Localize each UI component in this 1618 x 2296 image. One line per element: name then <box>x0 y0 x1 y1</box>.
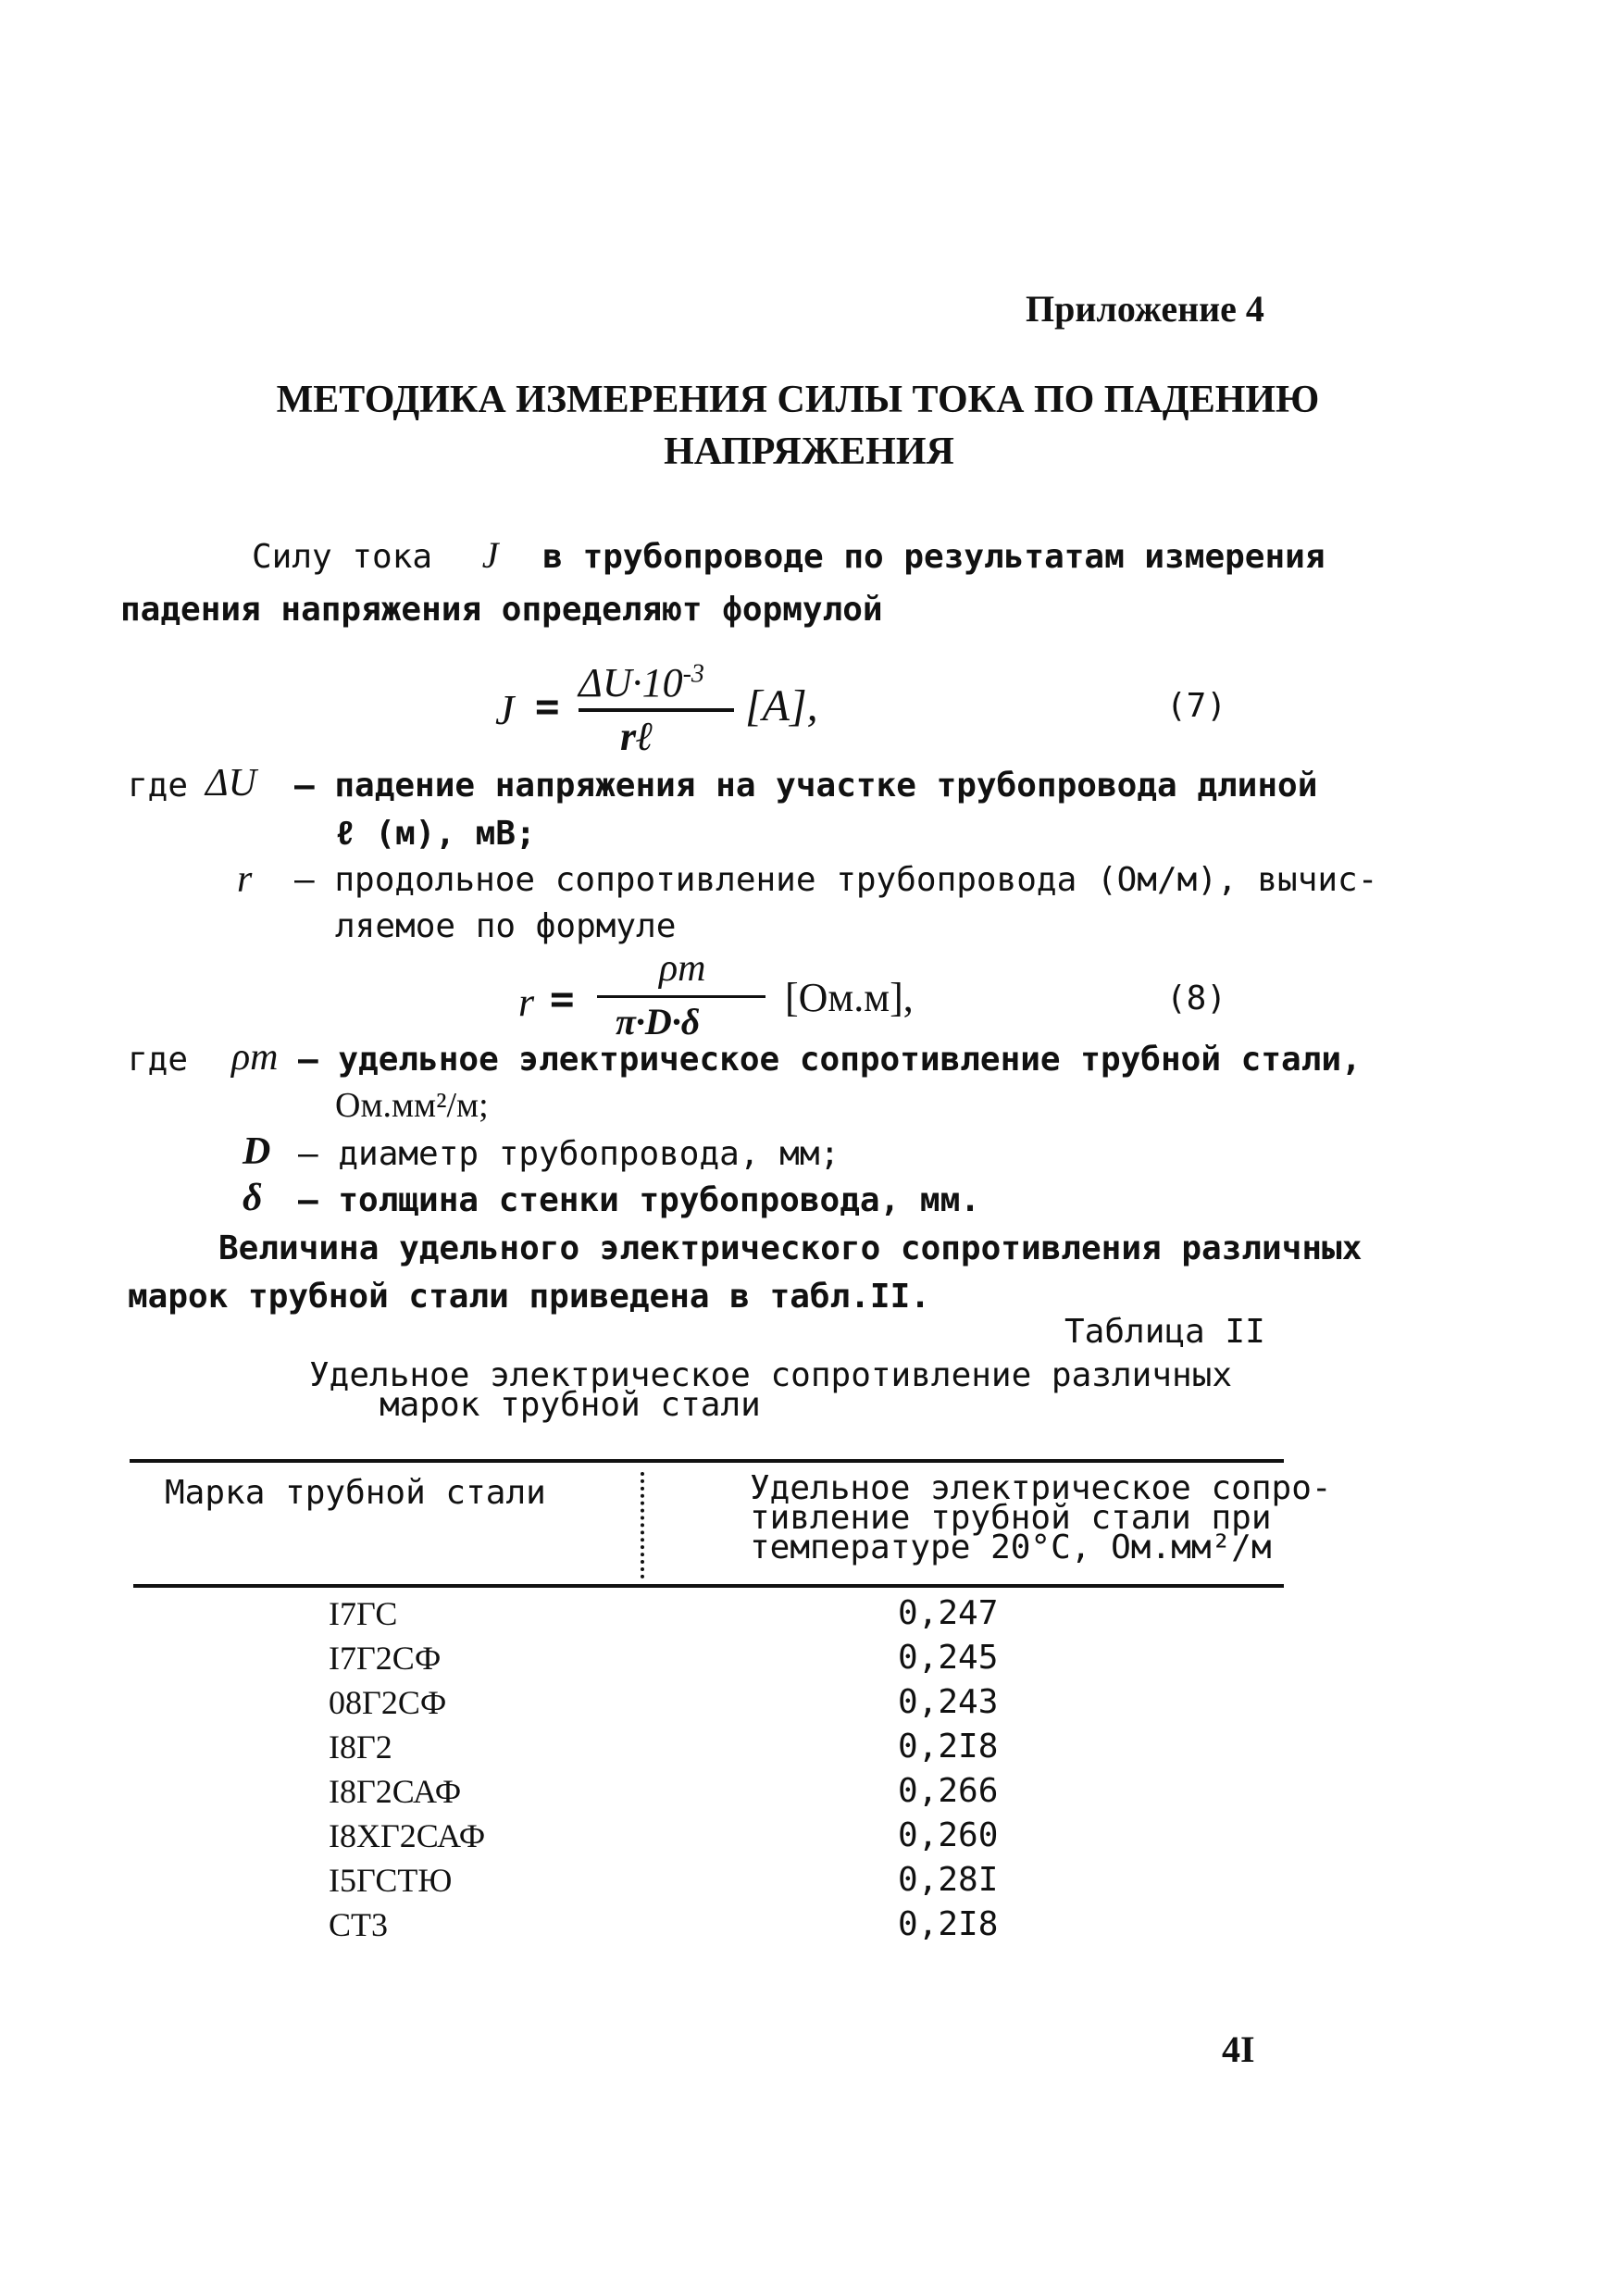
grade-cell: I7Г2СФ <box>329 1640 442 1677</box>
formula8-lhs: r <box>518 980 535 1025</box>
page-title-line2: НАПРЯЖЕНИЯ <box>664 430 954 473</box>
where-label-1: где <box>128 767 189 805</box>
grade-cell: СТ3 <box>329 1906 389 1943</box>
voltage-drop-symbol: ΔU <box>205 762 256 805</box>
resistivity-symbol: ρт <box>231 1036 279 1079</box>
col1-header: Марка трубной стали <box>165 1474 546 1512</box>
def-resistivity: – удельное электрическое сопротивление трубной стали, <box>298 1041 1362 1079</box>
resistance-symbol: r <box>237 858 253 901</box>
value-cell: 0,245 <box>898 1639 999 1677</box>
def-resistivity-units: Ом.мм²/м; <box>335 1086 489 1125</box>
table-top-rule <box>130 1459 1284 1463</box>
table-caption-line2: марок трубной стали <box>380 1386 761 1424</box>
value-cell: 0,243 <box>898 1683 999 1721</box>
grade-cell: 08Г2СФ <box>329 1684 447 1721</box>
intro-line1 <box>252 533 1326 577</box>
appendix-label: Приложение 4 <box>1026 288 1264 330</box>
table-row <box>329 1639 441 1678</box>
formula8-denominator: π·D·δ <box>616 1001 701 1042</box>
grade-cell: I8Г2САФ <box>329 1773 462 1810</box>
formula8-unit: [Ом.м], <box>785 975 914 1020</box>
grade-cell: I8Г2 <box>329 1728 392 1766</box>
current-symbol: J <box>481 534 499 576</box>
def-resistance-cont: ляемое по формуле <box>335 907 677 945</box>
def-diameter: – диаметр трубопровода, мм; <box>298 1135 840 1173</box>
formula7-unit: [A], <box>745 681 818 730</box>
formula8-numerator: ρт <box>659 947 706 990</box>
header-column-divider <box>641 1472 648 1578</box>
grade-cell: I8ХГ2САФ <box>329 1817 486 1854</box>
col2-header <box>750 1469 1332 1566</box>
thickness-symbol: δ <box>243 1177 263 1219</box>
def-voltage-drop-units: ℓ (м), мВ; <box>335 815 536 853</box>
value-cell: 0,28I <box>898 1861 999 1899</box>
value-cell: 0,247 <box>898 1594 999 1632</box>
col2-header-line2: тивление трубной стали при <box>750 1499 1272 1537</box>
value-cell: 0,2I8 <box>898 1905 999 1943</box>
grade-cell: I7ГС <box>329 1595 398 1632</box>
intro-text-a: Силу тока <box>252 538 433 576</box>
table-row <box>329 1594 397 1633</box>
def-voltage-drop: – падение напряжения на участке трубопровода длиной <box>294 767 1318 805</box>
table-label: Таблица II <box>1064 1313 1265 1351</box>
table-row <box>329 1816 485 1855</box>
intro-text-b: в трубопроводе по результатам измерения <box>542 538 1326 576</box>
def-thickness: – толщина стенки трубопровода, мм. <box>298 1181 980 1219</box>
formula8-number: (8) <box>1166 980 1227 1017</box>
formula7-fraction-bar <box>579 708 734 712</box>
table-row <box>329 1905 388 1944</box>
formula7-number: (7) <box>1166 687 1227 725</box>
table-row <box>329 1683 446 1722</box>
formula8-fraction-bar <box>597 995 765 998</box>
intro-line2: падения напряжения определяют формулой <box>120 591 883 629</box>
para-line1: Величина удельного электрического сопротивления различных <box>218 1229 1363 1267</box>
formula7-numerator: $\Delta U\cdot 10^{-3}$ <box>579 659 704 705</box>
para-line2: марок трубной стали приведена в табл.II. <box>128 1278 930 1316</box>
diameter-symbol: D <box>243 1130 271 1173</box>
col2-header-line3: температуре 20°С, Ом.мм²/м <box>750 1529 1272 1566</box>
def-resistance: – продольное сопротивление трубопровода (Ом/м), вычис- <box>294 861 1378 899</box>
formula7-denominator: rℓ <box>620 714 653 759</box>
table-row <box>329 1772 461 1811</box>
page-title <box>0 378 1618 474</box>
where-label-2: где <box>128 1041 189 1079</box>
grade-cell: I5ГСТЮ <box>329 1862 453 1899</box>
value-cell: 0,2I8 <box>898 1728 999 1766</box>
value-cell: 0,266 <box>898 1772 999 1810</box>
table-header-rule <box>133 1584 1284 1588</box>
page-number: 4I <box>1222 2028 1255 2070</box>
formula7-lhs: J <box>495 686 515 733</box>
table-caption-line1: Удельное электрическое сопротивление различных <box>309 1356 1232 1394</box>
col2-header-line1: Удельное электрическое сопро- <box>750 1469 1332 1507</box>
table-row <box>329 1861 452 1900</box>
formula8-eq: = <box>550 976 575 1023</box>
table-row <box>329 1728 392 1766</box>
value-cell: 0,260 <box>898 1816 999 1854</box>
page-title-line1: МЕТОДИКА ИЗМЕРЕНИЯ СИЛЫ ТОКА ПО ПАДЕНИЮ <box>276 379 1320 421</box>
formula7-eq: = <box>535 683 560 730</box>
